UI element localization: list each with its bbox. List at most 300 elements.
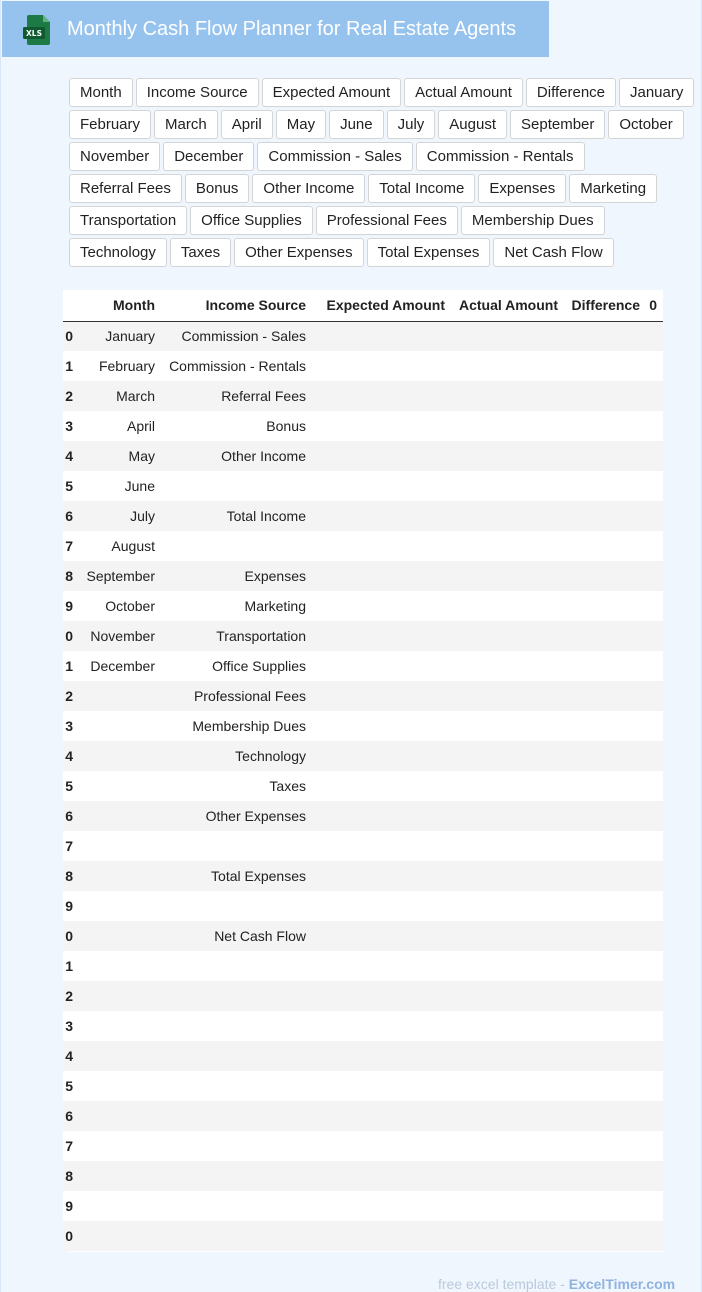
table-cell[interactable] [451, 651, 564, 681]
column-chip[interactable]: April [221, 110, 273, 139]
column-chip[interactable]: Taxes [170, 238, 231, 267]
table-cell[interactable] [312, 891, 451, 921]
table-cell[interactable] [451, 621, 564, 651]
column-chip[interactable]: Referral Fees [69, 174, 182, 203]
table-cell[interactable] [646, 771, 663, 801]
column-chip[interactable]: Expenses [478, 174, 566, 203]
row-index-cell[interactable]: 1 [63, 351, 75, 381]
table-cell[interactable] [564, 861, 646, 891]
table-cell[interactable] [75, 921, 161, 951]
row-index-cell[interactable]: 2 [63, 981, 75, 1011]
row-index-cell[interactable]: 0 [63, 921, 75, 951]
table-row [63, 1191, 663, 1221]
table-row [63, 981, 663, 1011]
table-cell[interactable] [564, 621, 646, 651]
column-chip[interactable]: February [69, 110, 151, 139]
page-title: Monthly Cash Flow Planner for Real Estate Agents [67, 18, 517, 40]
table-row [63, 501, 663, 531]
column-name-chips [69, 78, 699, 267]
table-cell[interactable] [451, 1161, 564, 1191]
column-chip[interactable]: Net Cash Flow [493, 238, 613, 267]
table-cell[interactable] [161, 1191, 312, 1221]
table-cell[interactable] [75, 861, 161, 891]
table-cell[interactable] [564, 981, 646, 1011]
column-chip[interactable]: July [387, 110, 436, 139]
table-cell[interactable] [564, 1101, 646, 1131]
table-cell[interactable] [451, 1011, 564, 1041]
table-cell[interactable]: Other Expenses [161, 801, 312, 831]
column-chip[interactable]: January [619, 78, 694, 107]
column-chip[interactable]: August [438, 110, 507, 139]
table-cell[interactable] [646, 531, 663, 561]
table-cell[interactable] [75, 951, 161, 981]
row-index-cell[interactable]: 9 [63, 891, 75, 921]
table-row [63, 1071, 663, 1101]
table-cell[interactable] [564, 681, 646, 711]
row-index-cell[interactable]: 4 [63, 441, 75, 471]
table-cell[interactable] [312, 771, 451, 801]
column-chip[interactable]: March [154, 110, 218, 139]
column-chip[interactable]: June [329, 110, 384, 139]
table-cell[interactable] [75, 891, 161, 921]
table-cell[interactable] [161, 1221, 312, 1251]
table-cell[interactable] [312, 1041, 451, 1071]
table-cell[interactable] [564, 471, 646, 501]
table-cell[interactable] [564, 741, 646, 771]
table-cell[interactable]: Office Supplies [161, 651, 312, 681]
table-row [63, 831, 663, 861]
table-row [63, 1041, 663, 1071]
table-cell[interactable] [646, 411, 663, 441]
row-index-cell[interactable]: 5 [63, 1071, 75, 1101]
table-row [63, 621, 663, 651]
table-cell[interactable] [564, 1221, 646, 1251]
table-cell[interactable] [451, 1041, 564, 1071]
table-cell[interactable] [451, 561, 564, 591]
table-cell[interactable] [564, 831, 646, 861]
table-cell[interactable] [161, 1161, 312, 1191]
column-chip[interactable]: Expected Amount [262, 78, 402, 107]
table-cell[interactable]: October [75, 591, 161, 621]
table-cell[interactable]: June [75, 471, 161, 501]
table-cell[interactable]: July [75, 501, 161, 531]
table-cell[interactable] [451, 411, 564, 441]
table-row [63, 351, 663, 381]
table-cell[interactable] [312, 621, 451, 651]
table-row [63, 1011, 663, 1041]
table-cell[interactable] [312, 921, 451, 951]
table-cell[interactable] [564, 441, 646, 471]
table-cell[interactable] [312, 801, 451, 831]
xls-label: XLS [26, 29, 42, 38]
table-cell[interactable] [161, 1131, 312, 1161]
table-cell[interactable]: Professional Fees [161, 681, 312, 711]
row-index-cell[interactable]: 9 [63, 591, 75, 621]
table-cell[interactable] [161, 1071, 312, 1101]
table-cell[interactable] [312, 501, 451, 531]
table-cell[interactable] [646, 321, 663, 351]
table-cell[interactable] [75, 711, 161, 741]
row-index-cell[interactable]: 9 [63, 1191, 75, 1221]
table-cell[interactable] [564, 1131, 646, 1161]
table-cell[interactable] [312, 1161, 451, 1191]
table-cell[interactable] [564, 711, 646, 741]
table-cell[interactable] [75, 1221, 161, 1251]
table-cell[interactable] [312, 1011, 451, 1041]
row-index-cell[interactable]: 5 [63, 471, 75, 501]
table-cell[interactable] [75, 801, 161, 831]
table-row [63, 1161, 663, 1191]
table-cell[interactable] [564, 801, 646, 831]
table-cell[interactable]: Membership Dues [161, 711, 312, 741]
column-chip[interactable]: October [608, 110, 683, 139]
table-cell[interactable] [564, 1161, 646, 1191]
table-cell[interactable] [75, 1011, 161, 1041]
table-cell[interactable]: April [75, 411, 161, 441]
table-cell[interactable] [451, 381, 564, 411]
table-cell[interactable] [312, 981, 451, 1011]
table-cell[interactable] [161, 1041, 312, 1071]
table-cell[interactable] [564, 1191, 646, 1221]
table-cell[interactable] [161, 891, 312, 921]
table-cell[interactable] [451, 321, 564, 351]
table-cell[interactable] [646, 471, 663, 501]
column-header[interactable]: Expected Amount [312, 290, 451, 321]
table-cell[interactable] [451, 1101, 564, 1131]
row-index-cell[interactable]: 1 [63, 951, 75, 981]
table-row [63, 741, 663, 771]
table-cell[interactable] [451, 951, 564, 981]
table-cell[interactable] [75, 1191, 161, 1221]
table-cell[interactable] [646, 801, 663, 831]
table-cell[interactable] [312, 561, 451, 591]
row-index-cell[interactable]: 5 [63, 771, 75, 801]
table-cell[interactable] [451, 711, 564, 741]
row-index-cell[interactable]: 6 [63, 501, 75, 531]
table-cell[interactable]: November [75, 621, 161, 651]
row-index-cell[interactable]: 8 [63, 1161, 75, 1191]
table-cell[interactable] [451, 891, 564, 921]
table-cell[interactable] [451, 981, 564, 1011]
table-cell[interactable] [451, 741, 564, 771]
table-cell[interactable] [564, 381, 646, 411]
column-chip[interactable]: Commission - Rentals [416, 142, 585, 171]
table-cell[interactable] [564, 921, 646, 951]
table-row [63, 861, 663, 891]
row-index-cell[interactable]: 7 [63, 1131, 75, 1161]
row-index-cell[interactable]: 8 [63, 861, 75, 891]
table-cell[interactable] [312, 381, 451, 411]
row-index-cell[interactable]: 3 [63, 411, 75, 441]
row-index-cell[interactable]: 0 [63, 321, 75, 351]
table-cell[interactable] [564, 411, 646, 441]
row-index-cell[interactable]: 7 [63, 531, 75, 561]
table-cell[interactable] [312, 1131, 451, 1161]
table-cell[interactable] [161, 1101, 312, 1131]
table-cell[interactable] [75, 1101, 161, 1131]
column-chip[interactable]: Marketing [569, 174, 657, 203]
table-cell[interactable] [451, 441, 564, 471]
table-cell[interactable]: Marketing [161, 591, 312, 621]
table-cell[interactable] [564, 351, 646, 381]
table-cell[interactable] [451, 1071, 564, 1101]
column-header[interactable]: Month [75, 290, 161, 321]
table-cell[interactable]: Referral Fees [161, 381, 312, 411]
table-row [63, 1221, 663, 1251]
column-chip[interactable]: May [276, 110, 326, 139]
column-chip[interactable]: Total Income [368, 174, 475, 203]
column-header[interactable] [63, 290, 75, 321]
table-cell[interactable] [646, 441, 663, 471]
table-cell[interactable] [451, 1191, 564, 1221]
table-cell[interactable] [646, 351, 663, 381]
column-header[interactable]: Income Source [161, 290, 312, 321]
column-chip[interactable]: November [69, 142, 160, 171]
table-cell[interactable] [564, 501, 646, 531]
row-index-cell[interactable]: 4 [63, 1041, 75, 1071]
row-index-cell[interactable]: 1 [63, 651, 75, 681]
table-cell[interactable] [312, 1101, 451, 1131]
footer-prefix: free excel template - [438, 1276, 569, 1292]
table-cell[interactable] [451, 921, 564, 951]
table-cell[interactable] [161, 951, 312, 981]
table-cell[interactable] [564, 951, 646, 981]
title-banner [2, 1, 549, 57]
table-cell[interactable] [75, 1071, 161, 1101]
table-cell[interactable] [75, 681, 161, 711]
table-cell[interactable] [312, 441, 451, 471]
table-cell[interactable] [312, 1191, 451, 1221]
table-cell[interactable] [75, 1131, 161, 1161]
row-index-cell[interactable]: 6 [63, 801, 75, 831]
column-chip[interactable]: Month [69, 78, 133, 107]
table-cell[interactable] [646, 501, 663, 531]
column-chip[interactable]: September [510, 110, 605, 139]
table-cell[interactable] [646, 831, 663, 861]
table-cell[interactable] [646, 1161, 663, 1191]
table-row [63, 321, 663, 351]
column-chip[interactable]: Income Source [136, 78, 259, 107]
table-cell[interactable] [564, 321, 646, 351]
table-cell[interactable] [451, 1131, 564, 1161]
table-cell[interactable] [161, 831, 312, 861]
column-header[interactable]: Actual Amount [451, 290, 564, 321]
table-cell[interactable] [646, 1041, 663, 1071]
table-cell[interactable] [161, 981, 312, 1011]
row-index-cell[interactable]: 0 [63, 1221, 75, 1251]
table-cell[interactable] [646, 921, 663, 951]
row-index-cell[interactable]: 3 [63, 1011, 75, 1041]
table-cell[interactable] [312, 861, 451, 891]
table-cell[interactable] [75, 741, 161, 771]
table-row [63, 801, 663, 831]
data-table-container[interactable] [65, 290, 663, 1252]
table-cell[interactable] [312, 321, 451, 351]
table-cell[interactable]: May [75, 441, 161, 471]
table-cell[interactable] [646, 711, 663, 741]
column-chip[interactable]: Office Supplies [190, 206, 313, 235]
table-cell[interactable] [646, 1071, 663, 1101]
table-row [63, 591, 663, 621]
column-chip[interactable]: Commission - Sales [257, 142, 412, 171]
column-chip[interactable]: Actual Amount [404, 78, 523, 107]
table-cell[interactable] [312, 471, 451, 501]
column-chip[interactable]: Transportation [69, 206, 187, 235]
table-cell[interactable]: Transportation [161, 621, 312, 651]
table-row [63, 381, 663, 411]
table-cell[interactable]: August [75, 531, 161, 561]
table-cell[interactable]: Technology [161, 741, 312, 771]
table-cell[interactable] [75, 1161, 161, 1191]
table-cell[interactable] [312, 831, 451, 861]
table-cell[interactable] [451, 801, 564, 831]
table-cell[interactable]: Commission - Rentals [161, 351, 312, 381]
table-row [63, 771, 663, 801]
table-row [63, 891, 663, 921]
table-row [63, 561, 663, 591]
table-cell[interactable] [451, 591, 564, 621]
table-cell[interactable] [312, 1221, 451, 1251]
table-cell[interactable] [646, 681, 663, 711]
table-cell[interactable]: Expenses [161, 561, 312, 591]
table-cell[interactable] [646, 381, 663, 411]
table-row [63, 471, 663, 501]
table-cell[interactable] [312, 591, 451, 621]
table-row [63, 531, 663, 561]
table-cell[interactable] [646, 1101, 663, 1131]
table-cell[interactable] [312, 711, 451, 741]
table-cell[interactable] [646, 1011, 663, 1041]
table-cell[interactable] [312, 351, 451, 381]
table-cell[interactable] [451, 471, 564, 501]
row-index-cell[interactable]: 3 [63, 711, 75, 741]
table-cell[interactable] [564, 891, 646, 921]
column-header[interactable]: 0 [646, 290, 663, 321]
table-cell[interactable] [451, 531, 564, 561]
table-row [63, 921, 663, 951]
table-cell[interactable] [75, 831, 161, 861]
table-cell[interactable] [564, 1071, 646, 1101]
table-cell[interactable]: Net Cash Flow [161, 921, 312, 951]
table-cell[interactable] [564, 531, 646, 561]
table-cell[interactable]: September [75, 561, 161, 591]
table-cell[interactable] [451, 861, 564, 891]
row-index-cell[interactable]: 8 [63, 561, 75, 591]
column-chip[interactable]: Membership Dues [461, 206, 605, 235]
table-cell[interactable] [564, 771, 646, 801]
table-cell[interactable] [312, 681, 451, 711]
xls-file-icon [23, 14, 53, 46]
table-cell[interactable] [451, 501, 564, 531]
table-cell[interactable] [646, 651, 663, 681]
table-cell[interactable] [646, 591, 663, 621]
table-cell[interactable] [451, 351, 564, 381]
table-cell[interactable]: March [75, 381, 161, 411]
table-cell[interactable] [312, 651, 451, 681]
row-index-cell[interactable]: 0 [63, 621, 75, 651]
table-cell[interactable]: Other Income [161, 441, 312, 471]
table-cell[interactable] [646, 981, 663, 1011]
table-cell[interactable] [161, 471, 312, 501]
table-cell[interactable] [564, 651, 646, 681]
data-table [63, 290, 663, 1251]
table-cell[interactable] [451, 831, 564, 861]
table-cell[interactable] [646, 1221, 663, 1251]
row-index-cell[interactable]: 2 [63, 381, 75, 411]
table-row [63, 1101, 663, 1131]
column-chip[interactable]: Other Expenses [234, 238, 364, 267]
table-row [63, 681, 663, 711]
table-cell[interactable] [75, 771, 161, 801]
table-cell[interactable] [451, 771, 564, 801]
table-cell[interactable] [564, 561, 646, 591]
table-cell[interactable] [161, 1011, 312, 1041]
column-chip[interactable]: Other Income [252, 174, 365, 203]
table-header-row [63, 290, 663, 321]
table-cell[interactable] [646, 1131, 663, 1161]
table-cell[interactable] [312, 1071, 451, 1101]
table-cell[interactable] [646, 561, 663, 591]
table-row [63, 711, 663, 741]
column-chip[interactable]: December [163, 142, 254, 171]
table-cell[interactable]: Commission - Sales [161, 321, 312, 351]
table-cell[interactable] [646, 951, 663, 981]
table-cell[interactable] [451, 681, 564, 711]
table-cell[interactable]: February [75, 351, 161, 381]
table-row [63, 411, 663, 441]
table-cell[interactable]: Bonus [161, 411, 312, 441]
table-cell[interactable] [646, 1191, 663, 1221]
footer-brand-link[interactable]: ExcelTimer.com [568, 1276, 676, 1292]
table-cell[interactable] [564, 1041, 646, 1071]
table-cell[interactable] [451, 1221, 564, 1251]
table-cell[interactable]: December [75, 651, 161, 681]
table-row [63, 951, 663, 981]
column-chip[interactable]: Bonus [185, 174, 250, 203]
column-chip[interactable]: Technology [69, 238, 167, 267]
column-chip[interactable]: Professional Fees [316, 206, 458, 235]
table-cell[interactable]: Total Income [161, 501, 312, 531]
table-cell[interactable] [161, 531, 312, 561]
table-body [63, 321, 663, 1251]
table-cell[interactable]: January [75, 321, 161, 351]
table-cell[interactable] [564, 1011, 646, 1041]
row-index-cell[interactable]: 7 [63, 831, 75, 861]
table-cell[interactable] [564, 591, 646, 621]
table-cell[interactable] [312, 411, 451, 441]
table-cell[interactable]: Taxes [161, 771, 312, 801]
footer-credit [438, 1276, 675, 1292]
table-cell[interactable] [646, 891, 663, 921]
table-cell[interactable] [75, 981, 161, 1011]
table-row [63, 1131, 663, 1161]
row-index-cell[interactable]: 2 [63, 681, 75, 711]
table-cell[interactable] [312, 531, 451, 561]
row-index-cell[interactable]: 6 [63, 1101, 75, 1131]
table-cell[interactable] [646, 861, 663, 891]
row-index-cell[interactable]: 4 [63, 741, 75, 771]
column-header[interactable]: Difference [564, 290, 646, 321]
table-cell[interactable]: Total Expenses [161, 861, 312, 891]
table-cell[interactable] [75, 1041, 161, 1071]
table-cell[interactable] [312, 951, 451, 981]
column-chip[interactable]: Difference [526, 78, 616, 107]
column-chip[interactable]: Total Expenses [367, 238, 491, 267]
table-cell[interactable] [312, 741, 451, 771]
table-row [63, 441, 663, 471]
table-cell[interactable] [646, 621, 663, 651]
table-cell[interactable] [646, 741, 663, 771]
